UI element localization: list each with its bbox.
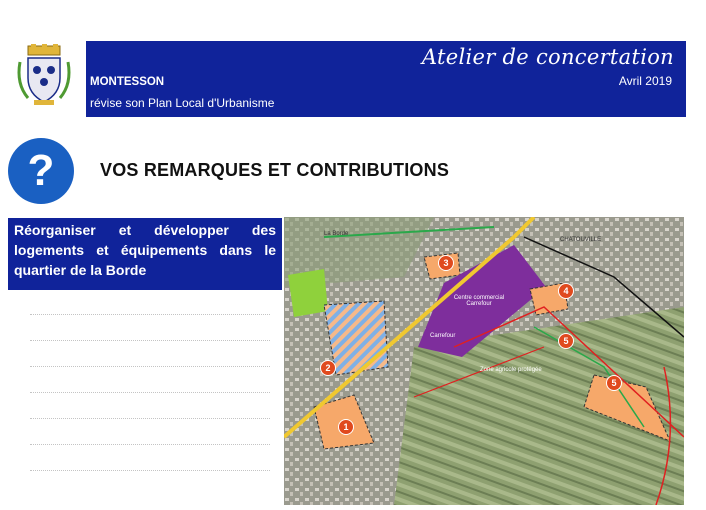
town-name: MONTESSON — [90, 76, 165, 88]
zone-label: Zone agricole protégée — [480, 367, 542, 373]
chatou-label: CHATOUVILLE — [560, 237, 602, 243]
writing-line — [30, 340, 270, 341]
site-marker: 2 — [320, 360, 336, 376]
site-marker: 5 — [606, 375, 622, 391]
question-mark-icon: ? — [8, 138, 74, 204]
writing-line — [30, 470, 270, 471]
writing-line — [30, 366, 270, 367]
coat-of-arms-icon — [14, 44, 74, 110]
commercial-centre-label: Centre commercial Carrefour — [453, 295, 505, 307]
writing-line — [30, 314, 270, 315]
map-canvas — [284, 217, 684, 505]
carrefour-label: Carrefour — [430, 333, 456, 339]
neighbourhood-map — [284, 217, 684, 505]
site-marker: 4 — [558, 283, 574, 299]
plan-subtitle: révise son Plan Local d'Urbanisme — [90, 96, 275, 110]
writing-line — [30, 444, 270, 445]
writing-line — [30, 392, 270, 393]
writing-line — [30, 418, 270, 419]
section-title: VOS REMARQUES ET CONTRIBUTIONS — [100, 160, 450, 180]
header-banner — [86, 41, 686, 117]
la-borde-label: La Borde — [324, 231, 349, 237]
topic-box: Réorganiser et développer des logements et équipements dans le quartier de la Borde — [8, 218, 282, 290]
event-date: Avril 2019 — [618, 74, 672, 88]
event-title: Atelier de concertation — [421, 45, 674, 69]
site-marker: 5 — [558, 333, 574, 349]
site-marker: 3 — [438, 255, 454, 271]
site-marker: 1 — [338, 419, 354, 435]
